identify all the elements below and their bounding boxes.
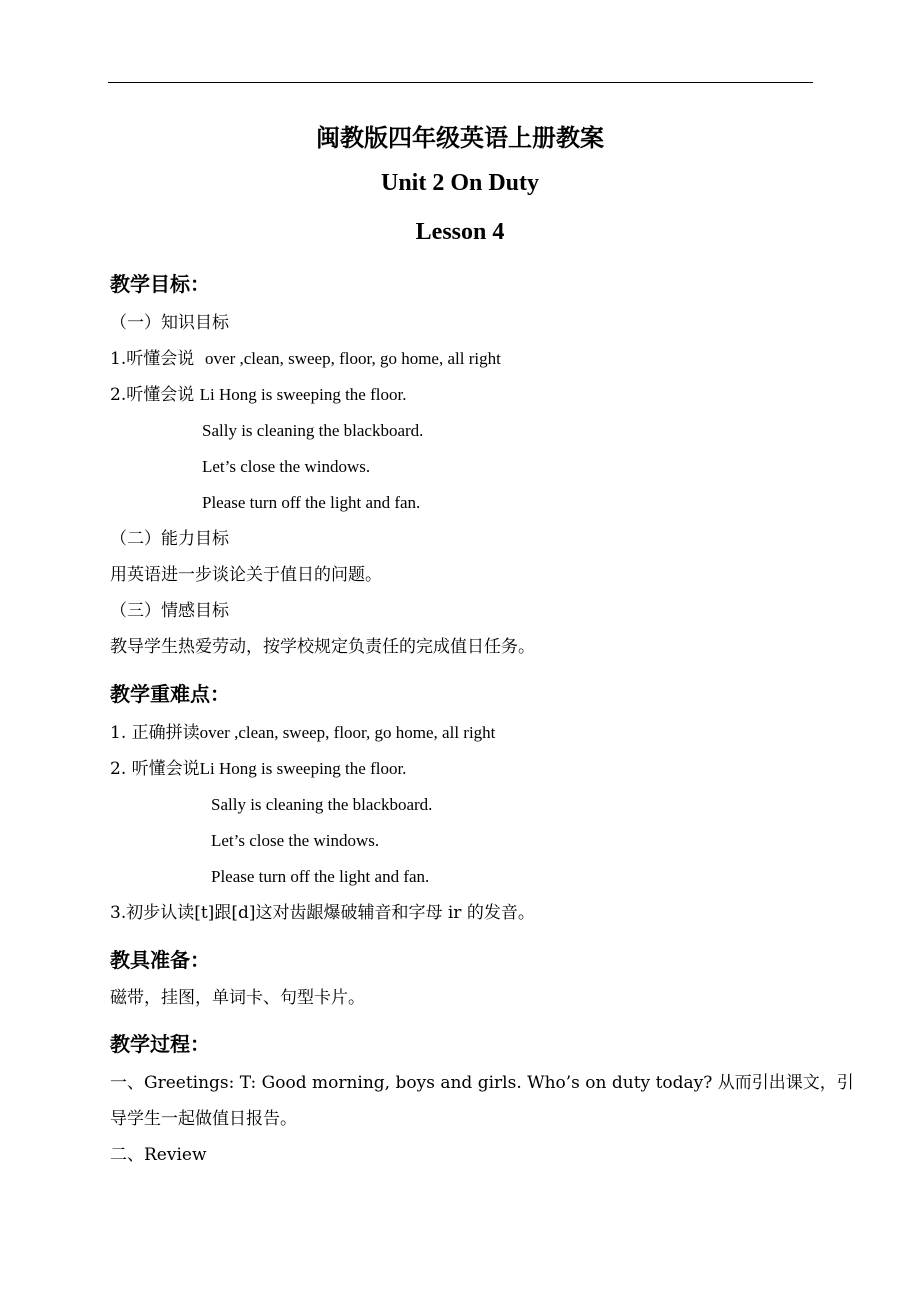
lesson-title: Lesson 4 [415, 219, 505, 245]
objective-item-1 [110, 348, 501, 370]
key-point-sentence: Li Hong is sweeping the floor. [199, 759, 407, 778]
objective-sentence: Let’s close the windows. [202, 457, 371, 476]
process-heading: 教学过程： [110, 1032, 210, 1056]
key-point-2 [110, 758, 406, 780]
emotion-label: （三）情感目标 [110, 601, 229, 621]
knowledge-label: （一）知识目标 [110, 313, 229, 333]
objective-item-2 [110, 384, 406, 406]
key-point-2-prefix: 2. 听懂会说 [110, 759, 200, 779]
objective-item-2-prefix: 2.听懂会说 [110, 385, 195, 405]
objective-sentence: Li Hong is sweeping the floor. [199, 385, 407, 404]
key-points-heading: 教学重难点： [110, 682, 230, 706]
key-point-sentence: Let’s close the windows. [211, 831, 380, 850]
objectives-heading: 教学目标： [110, 272, 210, 296]
header-rule [108, 82, 813, 83]
process-step-1-line-1: 一、Greetings: T: Good morning, boys and girls. Who’s on duty today? 从而引出课文，引 [110, 1073, 854, 1093]
key-point-sentence: Please turn off the light and fan. [211, 867, 430, 886]
key-point-1-words: over ,clean, sweep, floor, go home, all right [199, 723, 496, 742]
unit-title: Unit 2 On Duty [380, 170, 540, 196]
ability-label: （二）能力目标 [110, 529, 229, 549]
objective-item-1-prefix: 1.听懂会说 [110, 349, 195, 369]
materials-heading: 教具准备： [110, 948, 210, 972]
objective-sentence: Sally is cleaning the blackboard. [202, 421, 424, 440]
process-step-1-line-2: 导学生一起做值日报告。 [110, 1109, 297, 1129]
key-point-sentence: Sally is cleaning the blackboard. [211, 795, 433, 814]
objective-sentence: Please turn off the light and fan. [202, 493, 421, 512]
document-title: 闽教版四年级英语上册教案 [316, 123, 604, 152]
objective-item-1-words: over ,clean, sweep, floor, go home, all right [205, 349, 501, 368]
key-point-3: 3.初步认读[t]跟[d]这对齿龈爆破辅音和字母 ir 的发音。 [110, 903, 535, 923]
ability-text: 用英语进一步谈论关于值日的问题。 [110, 565, 382, 585]
process-step-2: 二、Review [110, 1145, 207, 1165]
emotion-text: 教导学生热爱劳动，按学校规定负责任的完成值日任务。 [110, 637, 535, 657]
materials-text: 磁带，挂图，单词卡、句型卡片。 [110, 988, 365, 1008]
key-point-1-prefix: 1. 正确拼读 [110, 723, 200, 743]
key-point-1 [110, 722, 495, 744]
